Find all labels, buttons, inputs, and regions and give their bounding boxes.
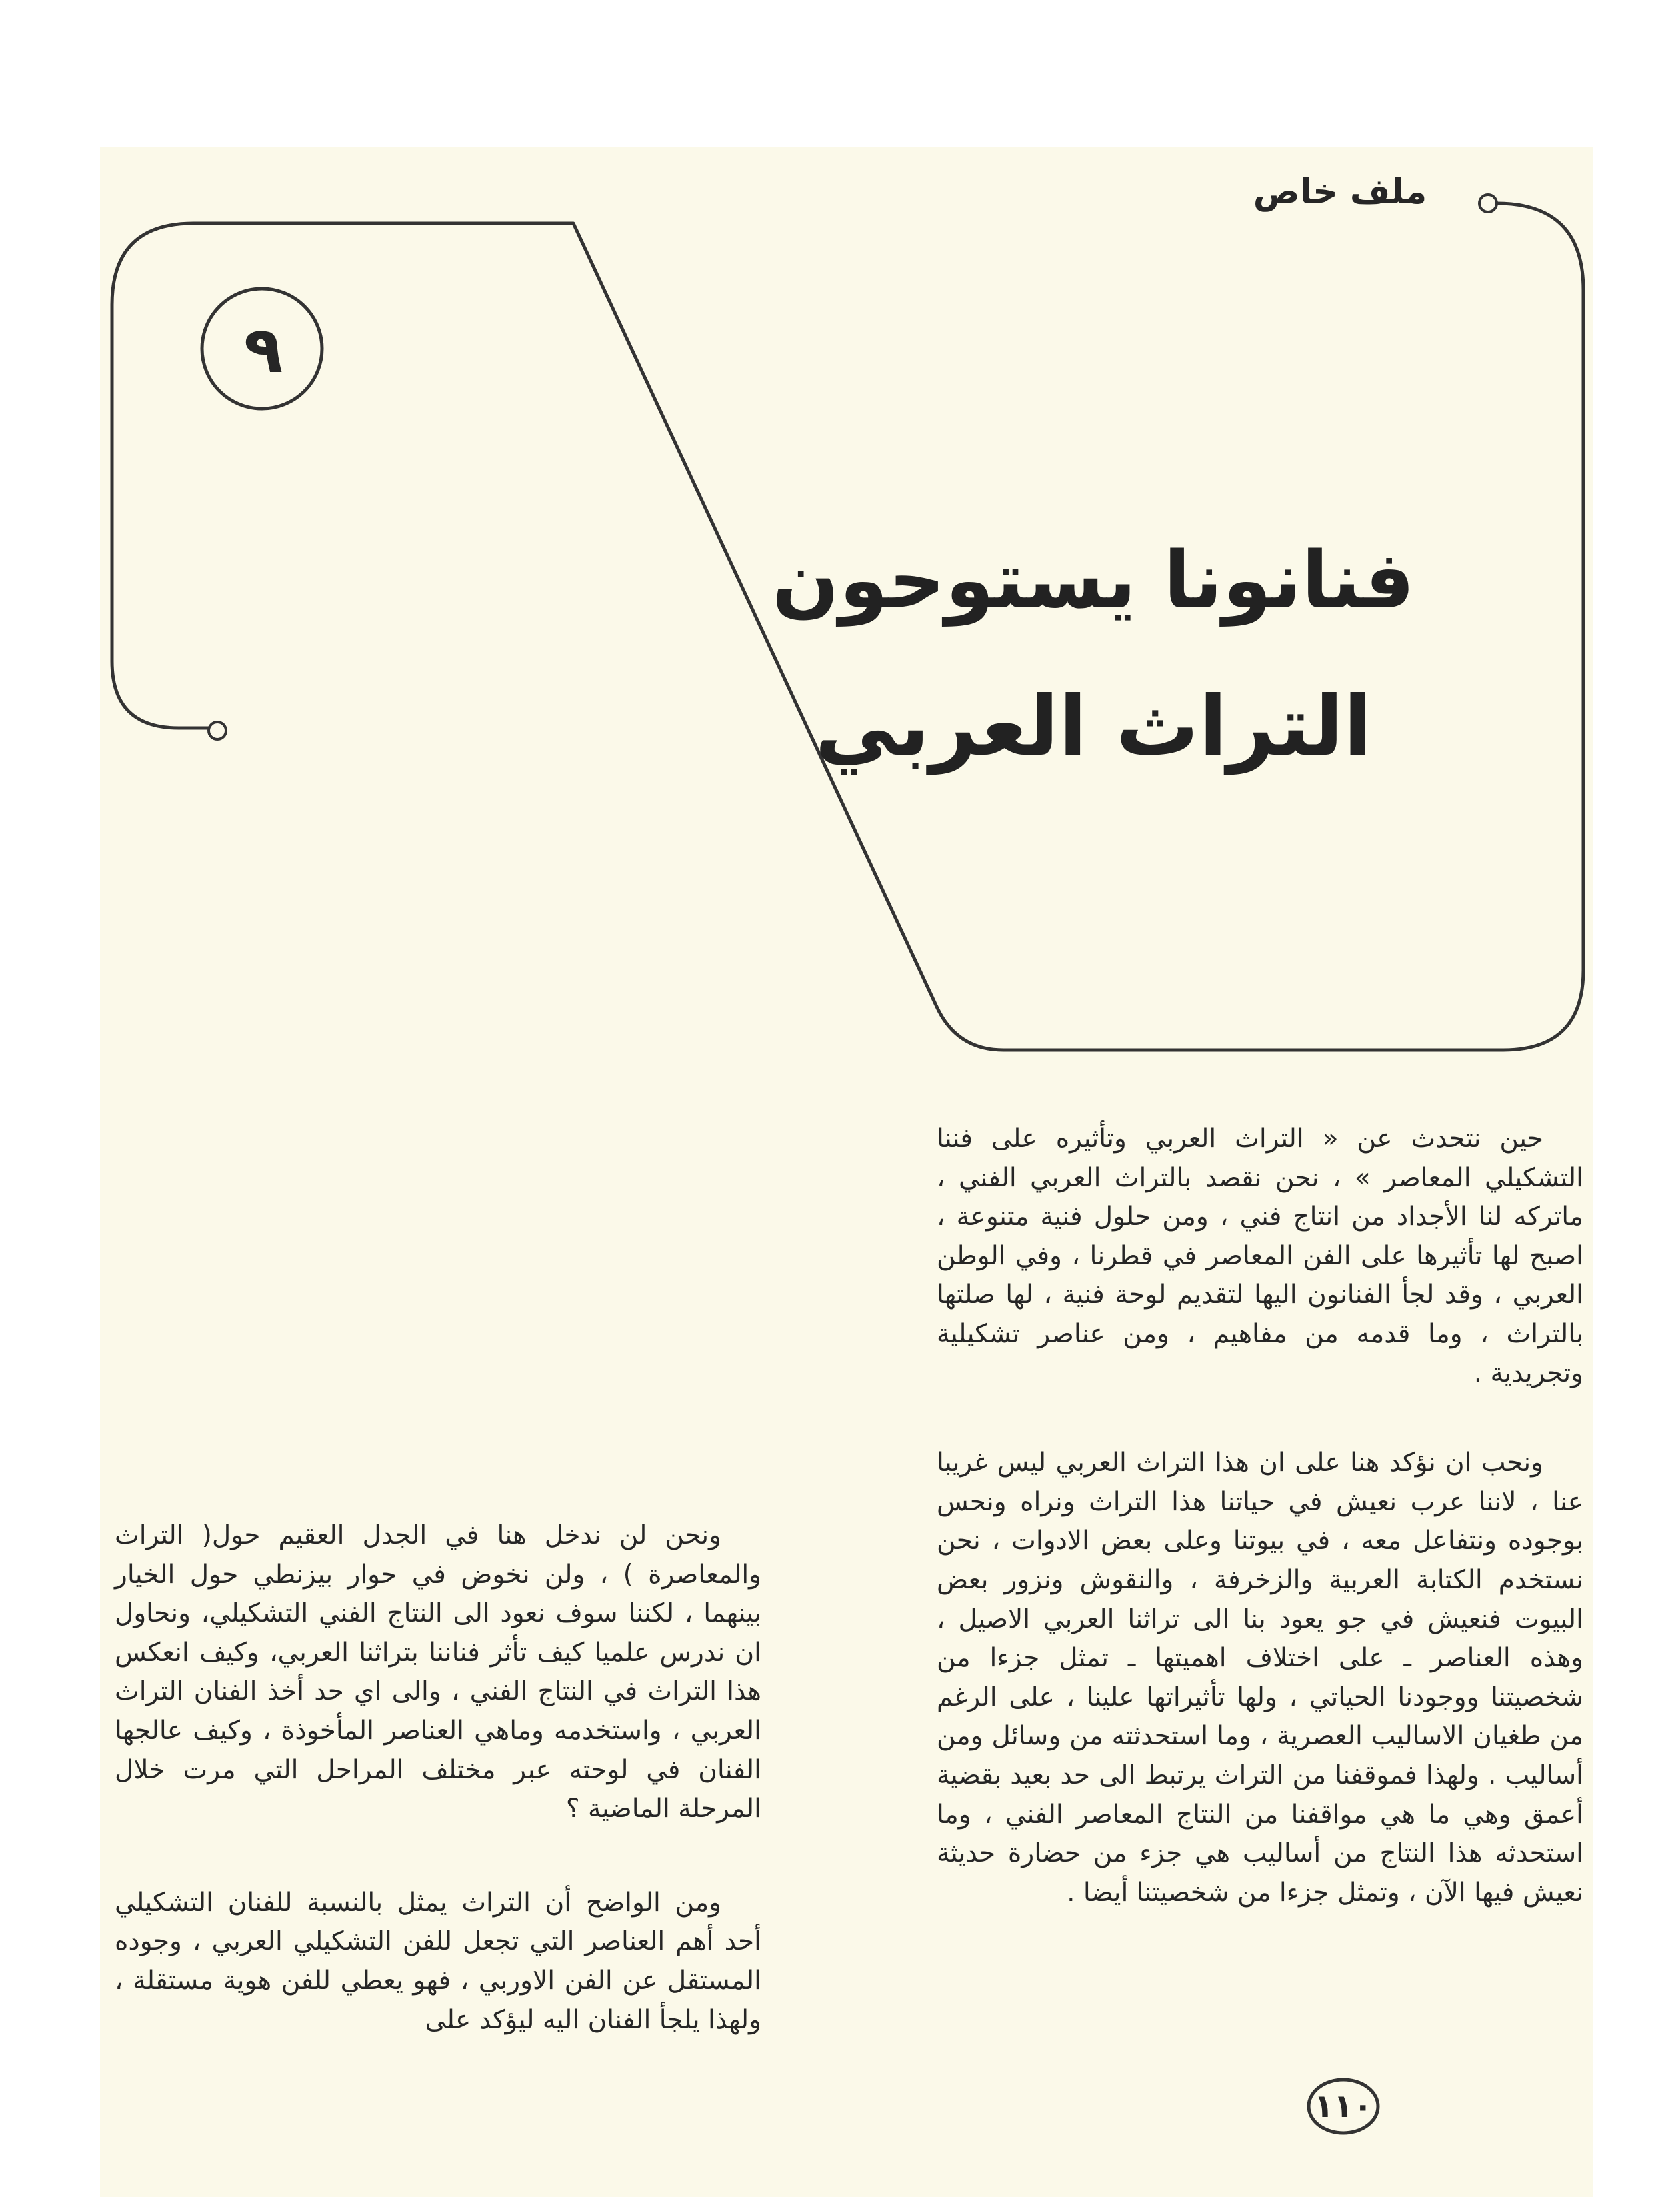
title-line-1: فنانونا يستوحون [772, 534, 1415, 626]
paragraph: حين نتحدث عن « التراث العربي وتأثيره على فننا التشكيلي المعاصر » ، نحن نقصد بالتراث العربي الفني ، ماتركه لنا الأجداد من انتاج فني ، ومن حلول فنية متنوعة ، اصبح لها تأثيرها على الفن المعاصر في قطرنا ، وفي الوطن العربي ، وقد لجأ الفنانون اليها لتقديم لوحة فنية ، لها صلتها بالتراث ، وما قدمه من مفاهيم ، ومن عناصر تشكيلية وتجريدية . [937, 1124, 1583, 1388]
article-column-right [937, 1120, 1583, 1912]
frame-end-circle-left [209, 722, 226, 739]
issue-number: ٩ [243, 313, 283, 387]
page-number: ١١٠ [1314, 2088, 1373, 2125]
frame-end-circle-top [1479, 195, 1497, 212]
paragraph: ونحب ان نؤكد هنا على ان هذا التراث العربي ليس غريبا عنا ، لاننا عرب نعيش في حياتنا هذا التراث ونراه ونحس بوجوده ونتفاعل معه ، في بيوتنا وعلى بعض الادوات ، نحن نستخدم الكتابة العربية والزخرفة ، والنقوش ونزور بعض البيوت فنعيش في جو يعود بنا الى تراثنا العربي الاصيل ، وهذه العناصر ـ على اختلاف اهميتها ـ تمثل جزءا من شخصيتنا ووجودنا الحياتي ، ولها تأثيراتها علينا ، على الرغم من طغيان الاساليب العصرية ، وما استحدثته من وسائل ومن أساليب . ولهذا فموقفنا من التراث يرتبط الى حد بعيد بقضية أعمق وهي ما هي مواقفنا من النتاج المعاصر الفني ، وما استحدثه هذا النتاج من أساليب هي جزء من حضارة حديثة نعيش فيها الآن ، وتمثل جزءا من شخصيتنا أيضا . [937, 1448, 1583, 1908]
article-column-left [115, 1516, 761, 2040]
paragraph: ونحن لن ندخل هنا في الجدل العقيم حول( التراث والمعاصرة ) ، ولن نخوض في حوار بيزنطي حول الخيار بينهما ، لكننا سوف نعود الى النتاج الفني التشكيلي، ونحاول ان ندرس علميا كيف تأثر فناننا بتراثنا العربي، وكيف انعكس هذا التراث في النتاج الفني ، والى اي حد أخذ الفنان التراث العربي ، واستخدمه وماهي العناصر المأخوذة ، وكيف عالجها الفنان في لوحته عبر مختلف المراحل التي مرت خلال المرحلة الماضية ؟ [115, 1520, 761, 1824]
paragraph: ومن الواضح أن التراث يمثل بالنسبة للفنان التشكيلي أحد أهم العناصر التي تجعل للفن التشكيلي العربي ، وجوده المستقل عن الفن الاوربي ، فهو يعطي للفن هوية مستقلة ، ولهذا يلجأ الفنان اليه ليؤكد على [115, 1887, 761, 2035]
title-line-2: التراث العربي [815, 679, 1372, 775]
section-label: ملف خاص [1253, 172, 1427, 212]
article-title [693, 513, 1493, 793]
